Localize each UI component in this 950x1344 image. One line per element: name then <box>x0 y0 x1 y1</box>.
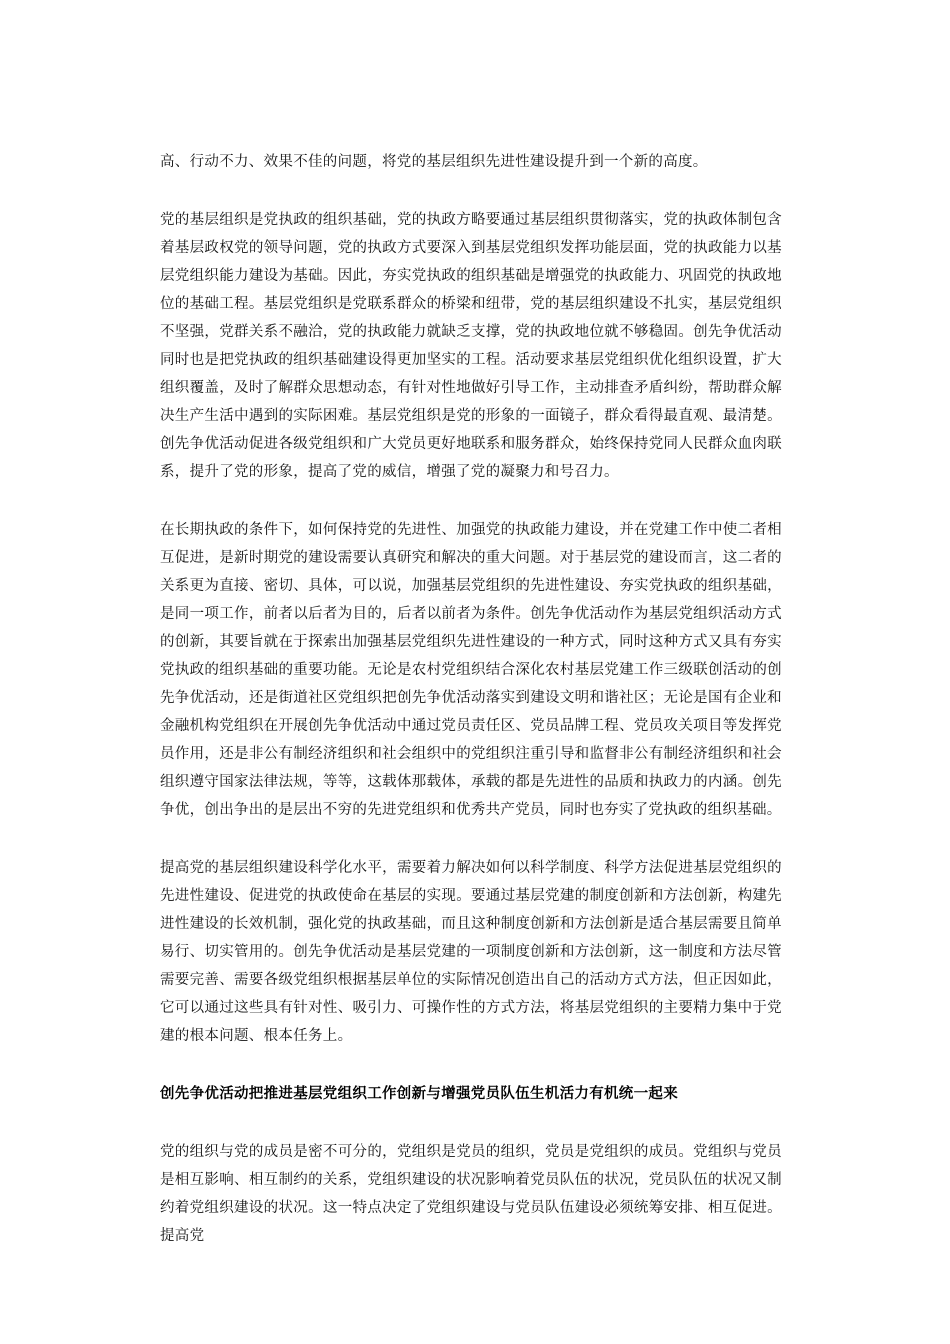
paragraph-3: 在长期执政的条件下，如何保持党的先进性、加强党的执政能力建设，并在党建工作中使二者相互促进，是新时期党的建设需要认真研究和解决的重大问题。对于基层党的建设而言，这二者的关系更为直接、密切、具体，可以说，加强基层党组织的先进性建设、夯实党执政的组织基础，是同一项工作，前者以后者为目的，后者以前者为条件。创先争优活动作为基层党组织活动方式的创新，其要旨就在于探索出加强基层党组织先进性建设的一种方式，同时这种方式又具有夯实党执政的组织基础的重要功能。无论是农村党组织结合深化农村基层党建工作三级联创活动的创先争优活动，还是街道社区党组织把创先争优活动落实到建设文明和谐社区；无论是国有企业和金融机构党组织在开展创先争优活动中通过党员责任区、党员品牌工程、党员攻关项目等发挥党员作用，还是非公有制经济组织和社会组织中的党组织注重引导和监督非公有制经济组织和社会组织遵守国家法律法规，等等，这载体那载体，承载的都是先进性的品质和执政力的内涵。创先争优，创出争出的是层出不穷的先进党组织和优秀共产党员，同时也夯实了党执政的组织基础。 <box>160 522 782 818</box>
paragraph-5: 党的组织与党的成员是密不可分的，党组织是党员的组织，党员是党组织的成员。党组织与党员是相互影响、相互制约的关系，党组织建设的状况影响着党员队伍的状况，党员队伍的状况又制约着党组织建设的状况。这一特点决定了党组织建设与党员队伍建设必须统筹安排、相互促进。提高党 <box>160 1144 782 1244</box>
paragraph-1: 高、行动不力、效果不佳的问题，将党的基层组织先进性建设提升到一个新的高度。 <box>160 154 708 170</box>
document-body <box>160 148 782 1280</box>
paragraph-2: 党的基层组织是党执政的组织基础，党的执政方略要通过基层组织贯彻落实，党的执政体制包含着基层政权党的领导问题，党的执政方式要深入到基层党组织发挥功能层面，党的执政能力以基层党组织能力建设为基础。因此，夯实党执政的组织基础是增强党的执政能力、巩固党的执政地位的基础工程。基层党组织是党联系群众的桥梁和纽带，党的基层组织建设不扎实，基层党组织不坚强，党群关系不融洽，党的执政能力就缺乏支撑，党的执政地位就不够稳固。创先争优活动同时也是把党执政的组织基础建设得更加坚实的工程。活动要求基层党组织优化组织设置，扩大组织覆盖，及时了解群众思想动态，有针对性地做好引导工作，主动排查矛盾纠纷，帮助群众解决生产生活中遇到的实际困难。基层党组织是党的形象的一面镜子，群众看得最直观、最清楚。创先争优活动促进各级党组织和广大党员更好地联系和服务群众，始终保持党同人民群众血肉联系，提升了党的形象，提高了党的威信，增强了党的凝聚力和号召力。 <box>160 212 782 480</box>
paragraph-4: 提高党的基层组织建设科学化水平，需要着力解决如何以科学制度、科学方法促进基层党组织的先进性建设、促进党的执政使命在基层的实现。要通过基层党建的制度创新和方法创新，构建先进性建设的长效机制，强化党的执政基础，而且这种制度创新和方法创新是适合基层需要且简单易行、切实管用的。创先争优活动是基层党建的一项制度创新和方法创新，这一制度和方法尽管需要完善、需要各级党组织根据基层单位的实际情况创造出自己的活动方式方法，但正因如此，它可以通过这些具有针对性、吸引力、可操作性的方式方法，将基层党组织的主要精力集中于党建的根本问题、根本任务上。 <box>160 860 782 1044</box>
section-heading: 创先争优活动把推进基层党组织工作创新与增强党员队伍生机活力有机统一起来 <box>160 1086 678 1102</box>
